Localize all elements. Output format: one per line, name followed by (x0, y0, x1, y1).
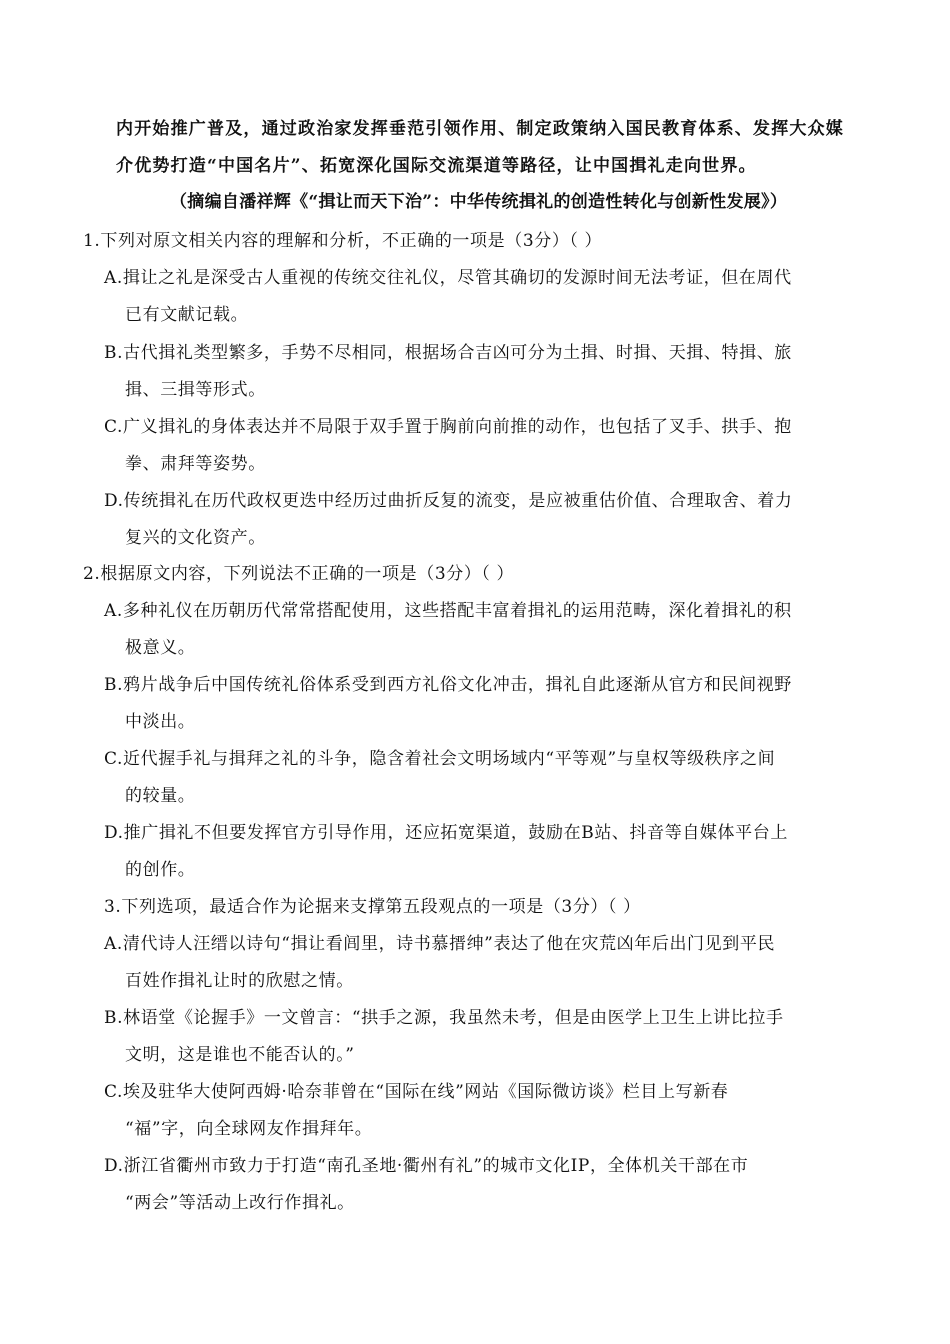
question-3-option-d: D.浙江省衢州市致力于打造“南孔圣地·衢州有礼”的城市文化IP，全体机关干部在市 (104, 1156, 749, 1176)
question-3-option-c-cont: “福”字，向全球网友作揖拜年。 (125, 1119, 373, 1139)
question-1-option-d: D.传统揖礼在历代政权更迭中经历过曲折反复的流变，是应被重估价值、合理取舍、着力 (104, 491, 793, 511)
question-2-option-b-cont: 中淡出。 (125, 712, 196, 732)
question-2-option-a-cont: 极意义。 (125, 638, 196, 658)
question-3-stem: 3.下列选项，最适合作为论据来支撑第五段观点的一项是（3分）（ ） (104, 897, 641, 917)
question-2-option-d-cont: 的创作。 (125, 860, 196, 880)
question-1-option-b-cont: 揖、三揖等形式。 (125, 380, 266, 400)
source-citation: （摘编自潘祥辉《“揖让而天下治”：中华传统揖礼的创造性转化与创新性发展》） (170, 192, 788, 212)
question-2-option-c: C.近代握手礼与揖拜之礼的斗争，隐含着社会文明场域内“平等观”与皇权等级秩序之间 (104, 749, 776, 769)
question-2-option-a: A.多种礼仪在历朝历代常常搭配使用，这些搭配丰富着揖礼的运用范畴，深化着揖礼的积 (104, 601, 792, 621)
question-3-option-a: A.清代诗人汪缙以诗句“揖让看闾里，诗书慕搢绅”表达了他在灾荒凶年后出门见到平民 (104, 934, 776, 954)
intro-line-1: 内开始推广普及，通过政治家发挥垂范引领作用、制定政策纳入国民教育体系、发挥大众媒 (116, 119, 844, 139)
question-2-option-d: D.推广揖礼不但要发挥官方引导作用，还应拓宽渠道，鼓励在B站、抖音等自媒体平台上 (104, 823, 788, 843)
question-3-option-c: C.埃及驻华大使阿西姆·哈奈菲曾在“国际在线”网站《国际微访谈》栏目上写新春 (104, 1082, 729, 1102)
question-2-option-c-cont: 的较量。 (125, 786, 196, 806)
question-2-option-b: B.鸦片战争后中国传统礼俗体系受到西方礼俗文化冲击，揖礼自此逐渐从官方和民间视野 (104, 675, 792, 695)
question-1-option-a: A.揖让之礼是深受古人重视的传统交往礼仪，尽管其确切的发源时间无法考证，但在周代 (104, 268, 792, 288)
question-2-stem: 2.根据原文内容，下列说法不正确的一项是（3分）（ ） (83, 564, 515, 584)
question-1-option-b: B.古代揖礼类型繁多，手势不尽相同，根据场合吉凶可分为土揖、时揖、天揖、特揖、旅 (104, 343, 792, 363)
question-1-option-d-cont: 复兴的文化资产。 (125, 528, 266, 548)
question-1-option-c-cont: 拳、肃拜等姿势。 (125, 454, 266, 474)
intro-line-2: 介优势打造“中国名片”、拓宽深化国际交流渠道等路径，让中国揖礼走向世界。 (116, 156, 757, 176)
question-3-option-a-cont: 百姓作揖礼让时的欣慰之情。 (125, 971, 354, 991)
question-3-option-b-cont: 文明，这是谁也不能否认的。” (125, 1045, 355, 1065)
question-1-stem: 1.下列对原文相关内容的理解和分析，不正确的一项是（3分）（ ） (83, 231, 603, 251)
question-1-option-c: C.广义揖礼的身体表达并不局限于双手置于胸前向前推的动作，也包括了叉手、拱手、抱 (104, 417, 792, 437)
question-1-option-a-cont: 已有文献记载。 (125, 305, 249, 325)
question-3-option-b: B.林语堂《论握手》一文曾言：“拱手之源，我虽然未考，但是由医学上卫生上讲比拉手 (104, 1008, 784, 1028)
question-3-option-d-cont: “两会”等活动上改行作揖礼。 (125, 1193, 355, 1213)
